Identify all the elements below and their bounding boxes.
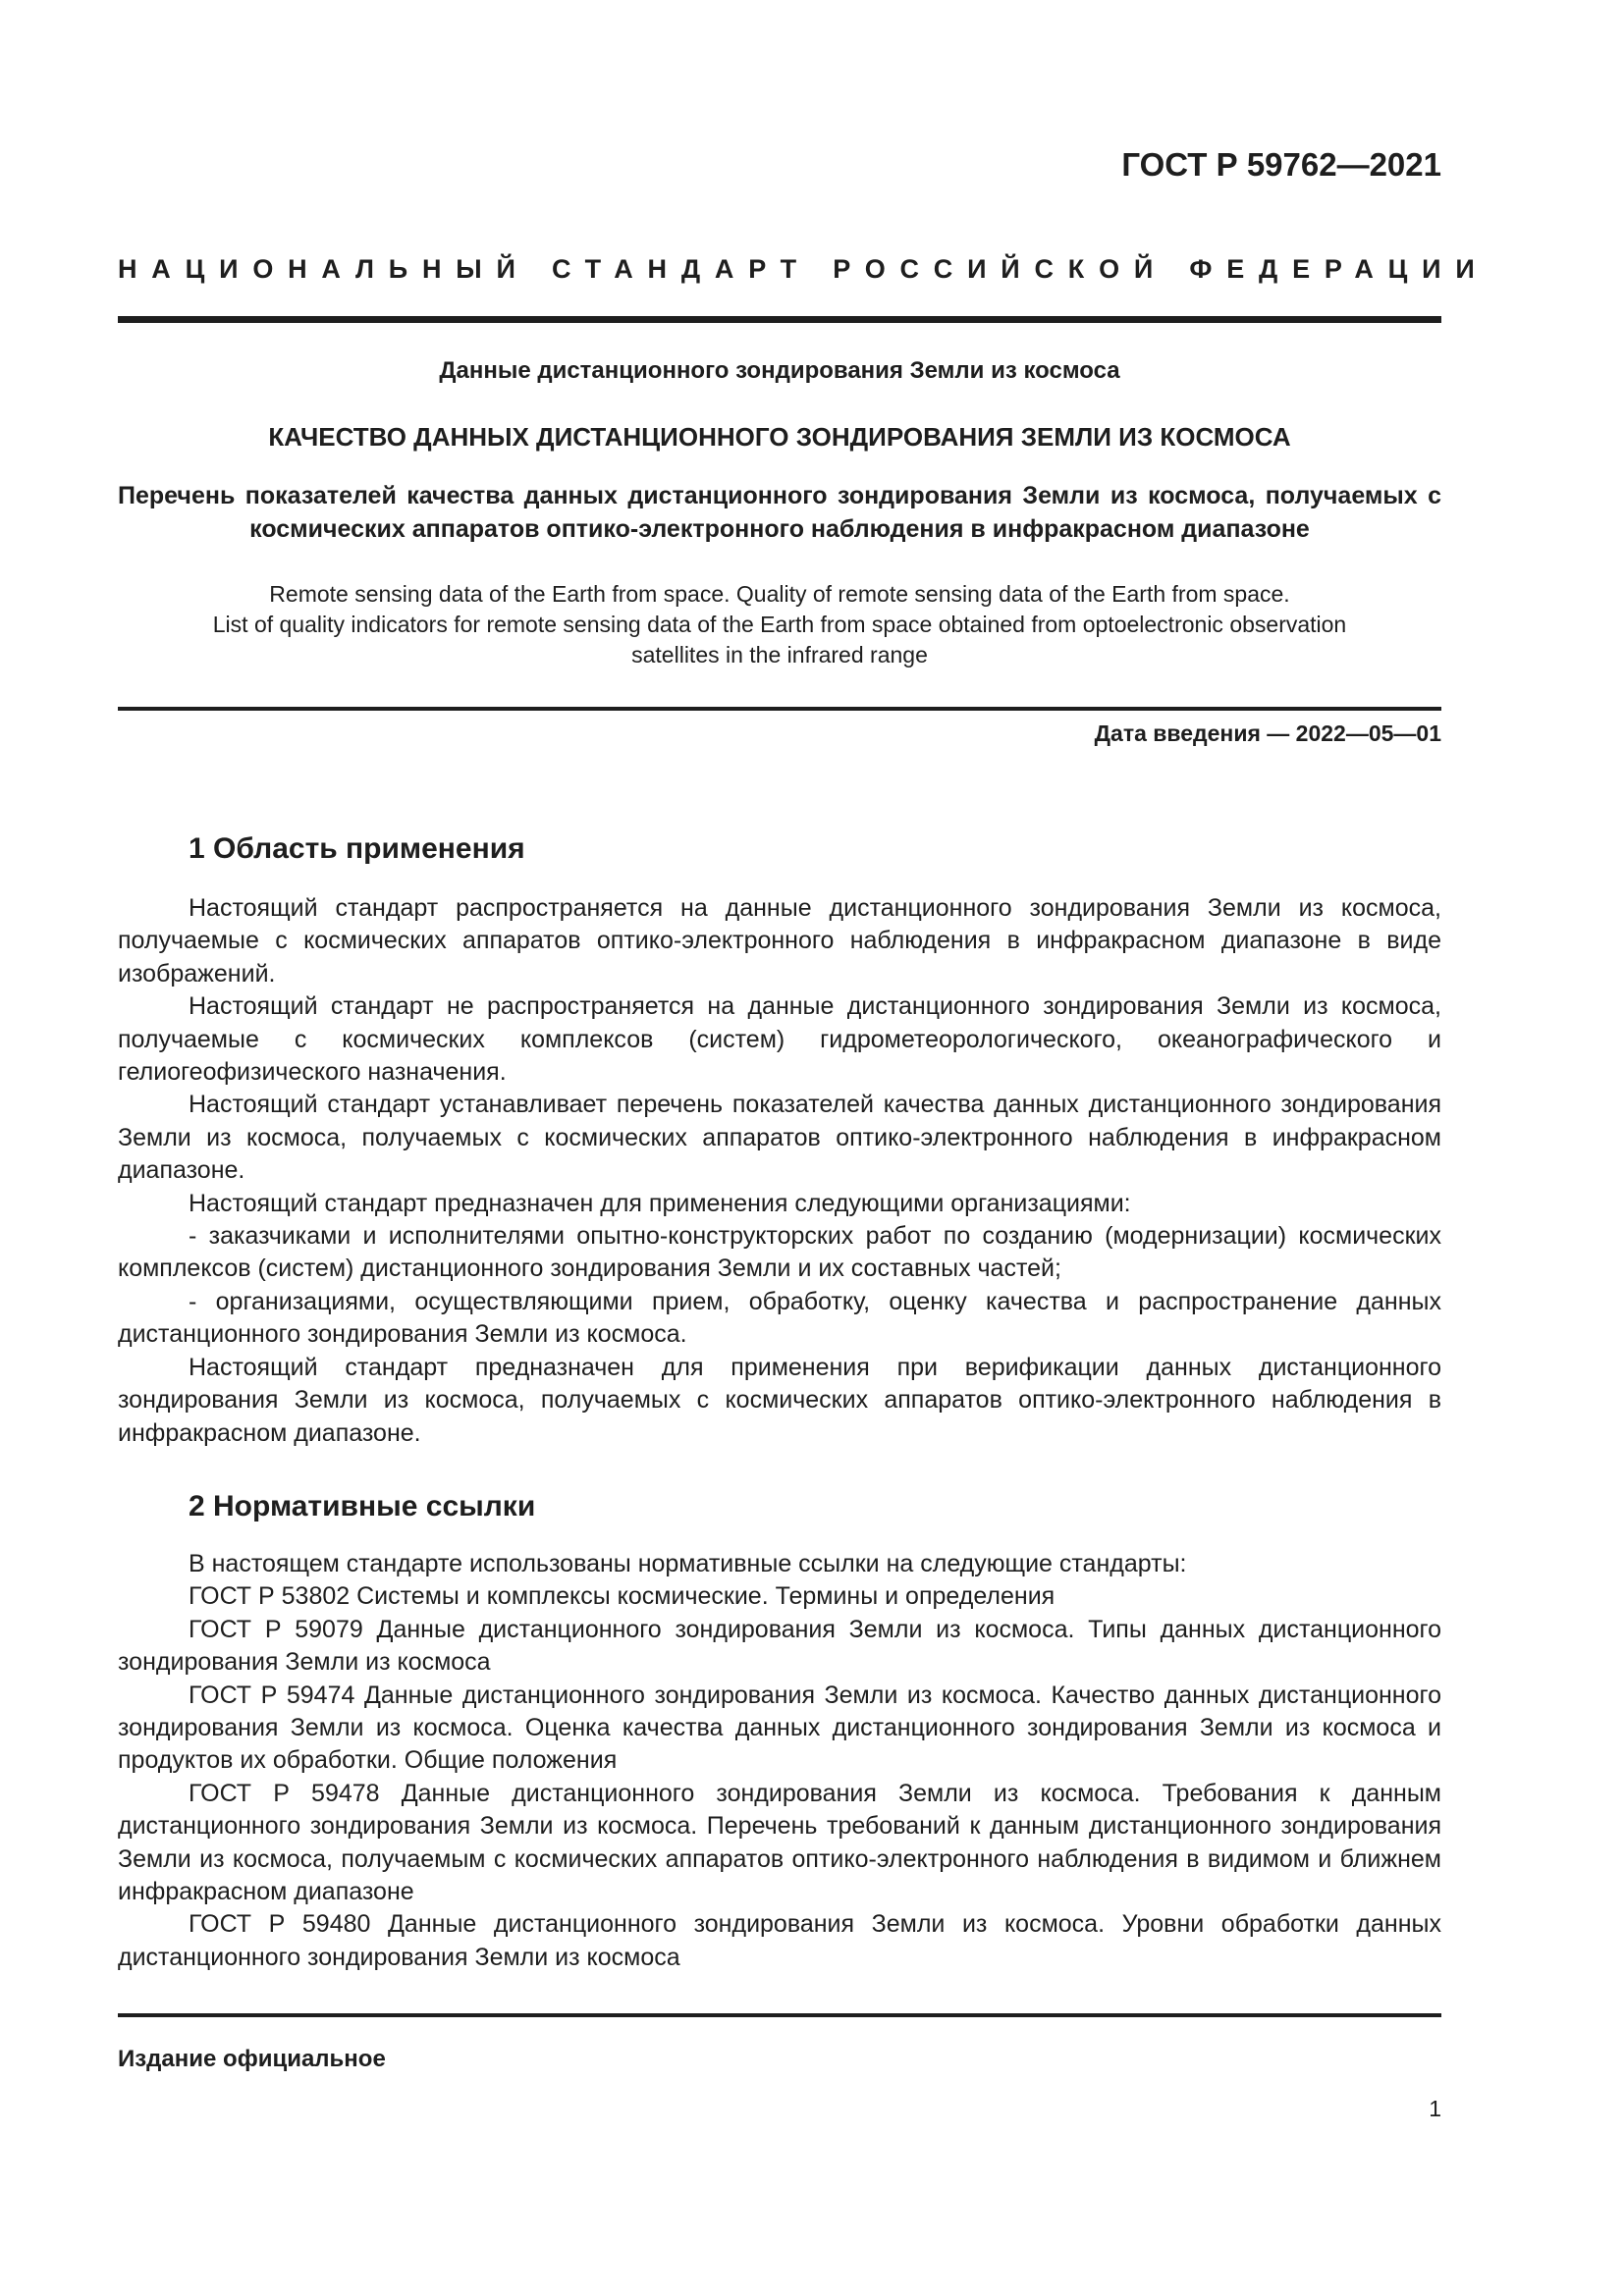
reference-item: ГОСТ Р 53802 Системы и комплексы космические. Термины и определения (189, 1582, 1056, 1611)
reference-item: ГОСТ Р 59474 Данные дистанционного зондирования Земли из космоса. Качество данных дистанционного зондирования Земли из космоса. Оценка качества данных дистанционного зондирования Земли из космоса и продуктов их обработки. Общие положения (118, 1681, 1441, 1775)
section-heading-scope: 1 Область применения (189, 832, 525, 865)
list-item: - организациями, осуществляющими прием, обработку, оценку качества и распространение данных дистанционного зондирования Земли из космоса. (118, 1287, 1441, 1349)
footer-rule (118, 2013, 1441, 2017)
paragraph: Настоящий стандарт распространяется на данные дистанционного зондирования Земли из космоса, получаемые с космических аппаратов оптико-электронного наблюдения в инфракрасном диапазоне в виде изображений. (118, 894, 1441, 988)
title-main: КАЧЕСТВО ДАННЫХ ДИСТАНЦИОННОГО ЗОНДИРОВАНИЯ ЗЕМЛИ ИЗ КОСМОСА (268, 422, 1291, 452)
title-specific: Перечень показателей качества данных дистанционного зондирования Земли из космоса, получаемых с космических аппаратов оптико-электронного наблюдения в инфракрасном диапазоне (118, 482, 1441, 543)
official-edition-label: Издание официальное (118, 2046, 386, 2072)
paragraph: В настоящем стандарте использованы нормативные ссылки на следующие стандарты: (189, 1550, 1187, 1577)
paragraph: Настоящий стандарт устанавливает перечень показателей качества данных дистанционного зондирования Земли из космоса, получаемых с космических аппаратов оптико-электронного наблюдения в инфракрасном диапазоне. (118, 1091, 1441, 1185)
national-standard-banner: НАЦИОНАЛЬНЫЙ СТАНДАРТ РОССИЙСКОЙ ФЕДЕРАЦИИ (118, 254, 1489, 284)
section-scope-body (118, 892, 1441, 1450)
title-rule (118, 707, 1441, 711)
document-page (118, 0, 1489, 2296)
standard-number: ГОСТ Р 59762—2021 (1121, 146, 1441, 183)
page-number: 1 (1429, 2096, 1441, 2121)
list-item: - заказчиками и исполнителями опытно-конструкторских работ по созданию (модернизации) космических комплексов (систем) дистанционного зондирования Земли и их составных частей; (118, 1222, 1441, 1283)
section-heading-references: 2 Нормативные ссылки (189, 1490, 536, 1522)
section-references-body (118, 1548, 1441, 1974)
introduction-date: Дата введения — 2022—05—01 (1094, 721, 1441, 746)
paragraph: Настоящий стандарт не распространяется на данные дистанционного зондирования Земли из космоса, получаемые с космических комплексов (систем) гидрометеорологического, океанографического и гелиогеофизического назначения. (118, 992, 1441, 1087)
header-rule (118, 316, 1441, 323)
english-title (118, 579, 1441, 670)
paragraph: Настоящий стандарт предназначен для применения при верификации данных дистанционного зондирования Земли из космоса, получаемых с космических аппаратов оптико-электронного наблюдения в инфракрасном диапазоне. (118, 1353, 1441, 1447)
title-general: Данные дистанционного зондирования Земли из космоса (439, 357, 1120, 384)
paragraph: Настоящий стандарт предназначен для применения следующими организациями: (189, 1189, 1131, 1217)
english-title-line: List of quality indicators for remote sensing data of the Earth from space obtained from optoelectronic observation (212, 612, 1347, 637)
reference-item: ГОСТ Р 59478 Данные дистанционного зондирования Земли из космоса. Требования к данным дистанционного зондирования Земли из космоса. Перечень требований к данным дистанционного зондирования Земли из космоса, получаемым с космических аппаратов оптико-электронного наблюдения в видимом и ближнем инфракрасном диапазоне (118, 1779, 1441, 1906)
english-title-line: Remote sensing data of the Earth from space. Quality of remote sensing data of the Earth from space. (269, 581, 1290, 607)
reference-item: ГОСТ Р 59079 Данные дистанционного зондирования Земли из космоса. Типы данных дистанционного зондирования Земли из космоса (118, 1615, 1441, 1677)
reference-item: ГОСТ Р 59480 Данные дистанционного зондирования Земли из космоса. Уровни обработки данных дистанционного зондирования Земли из космоса (118, 1910, 1441, 1971)
english-title-line: satellites in the infrared range (631, 642, 928, 667)
